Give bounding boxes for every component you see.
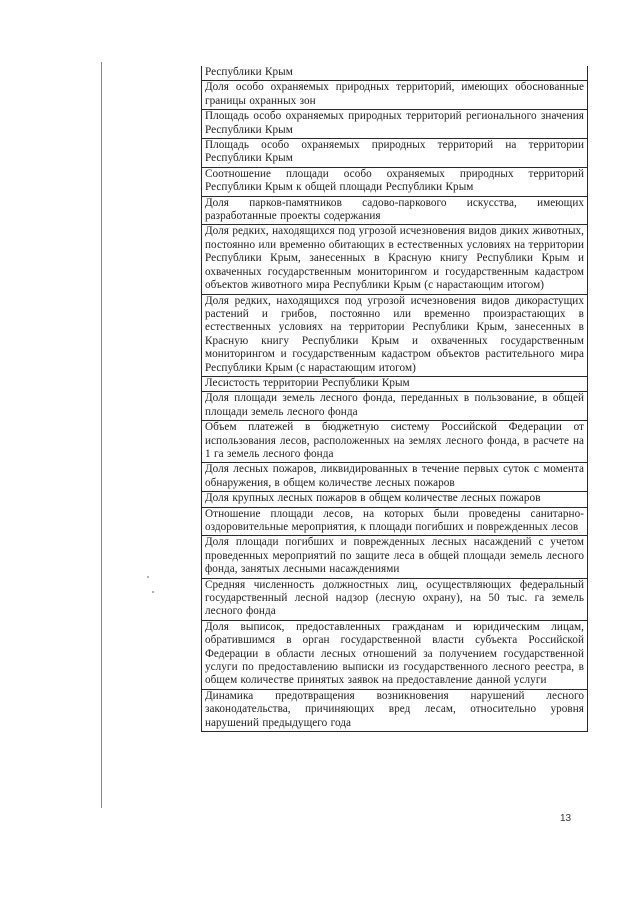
table-row <box>202 81 588 110</box>
table-cell: Отношение площади лесов, на которых были проведены санитарно-оздоровительные мероприятия, к площади погибших и поврежденных лесов <box>202 507 588 536</box>
table-row <box>202 66 588 81</box>
table-row <box>202 294 588 376</box>
table-row <box>202 196 588 225</box>
table-cell: Площадь особо охраняемых природных территорий на территории Республики Крым <box>202 139 588 168</box>
scan-speck <box>147 576 149 578</box>
left-margin-rule <box>101 62 102 808</box>
table-row <box>202 620 588 689</box>
indicator-table <box>201 66 588 732</box>
table-cell: Доля выписок, предоставленных гражданам и юридическим лицам, обратившимся в орган государственной власти субъекта Российской Федерации в области лесных отношений за получением государственной услуги по предоставлению выписки из государственного лесного реестра, в общем количестве принятых заявок на предоставление данной услуги <box>202 620 588 689</box>
table-cell: Доля парков-памятников садово-паркового искусства, имеющих разработанные проекты содержания <box>202 196 588 225</box>
table-cell: Соотношение площади особо охраняемых природных территорий Республики Крым к общей площади Республики Крым <box>202 167 588 196</box>
table-row <box>202 167 588 196</box>
table-row <box>202 492 588 507</box>
table-row <box>202 392 588 421</box>
table-row <box>202 421 588 463</box>
table-cell: Динамика предотвращения возникновения нарушений лесного законодательства, причиняющих вред лесам, относительно уровня нарушений предыдущего года <box>202 689 588 731</box>
table-cell: Республики Крым <box>202 66 588 81</box>
table-cell: Доля площади земель лесного фонда, переданных в пользование, в общей площади земель лесного фонда <box>202 392 588 421</box>
table-row <box>202 507 588 536</box>
table-row <box>202 225 588 294</box>
table-row <box>202 536 588 578</box>
table-cell: Площадь особо охраняемых природных территорий регионального значения Республики Крым <box>202 110 588 139</box>
scan-speck <box>152 591 154 593</box>
table-cell: Доля редких, находящихся под угрозой исчезновения видов диких животных, постоянно или временно обитающих в естественных условиях на территории Республики Крым, занесенных в Красную книгу Республики Крым и охваченных государственным мониторингом и государственным кадастром объектов животного мира Республики Крым (с нарастающим итогом) <box>202 225 588 294</box>
table-cell: Средняя численность должностных лиц, осуществляющих федеральный государственный лесной надзор (лесную охрану), на 50 тыс. га земель лесного фонда <box>202 578 588 620</box>
table-cell: Доля особо охраняемых природных территорий, имеющих обоснованные границы охранных зон <box>202 81 588 110</box>
table-cell: Доля лесных пожаров, ликвидированных в течение первых суток с момента обнаружения, в общем количестве лесных пожаров <box>202 463 588 492</box>
table-row <box>202 110 588 139</box>
table-row <box>202 578 588 620</box>
table-row <box>202 139 588 168</box>
table-row <box>202 689 588 731</box>
page-number: 13 <box>560 813 572 824</box>
table-cell: Доля редких, находящихся под угрозой исчезновения видов дикорастущих растений и грибов, постоянно или временно произрастающих в естественных условиях на территории Республики Крым, занесенных в Красную книгу Республики Крым и охваченных государственным мониторингом и государственным кадастром объектов растительного мира Республики Крым (с нарастающим итогом) <box>202 294 588 376</box>
table-row <box>202 376 588 391</box>
table-cell: Доля крупных лесных пожаров в общем количестве лесных пожаров <box>202 492 588 507</box>
table-cell: Лесистость территории Республики Крым <box>202 376 588 391</box>
table-cell: Доля площади погибших и поврежденных лесных насаждений с учетом проведенных мероприятий по защите леса в общей площади земель лесного фонда, занятых лесными насаждениями <box>202 536 588 578</box>
table-cell: Объем платежей в бюджетную систему Российской Федерации от использования лесов, расположенных на землях лесного фонда, в расчете на 1 га земель лесного фонда <box>202 421 588 463</box>
table-row <box>202 463 588 492</box>
